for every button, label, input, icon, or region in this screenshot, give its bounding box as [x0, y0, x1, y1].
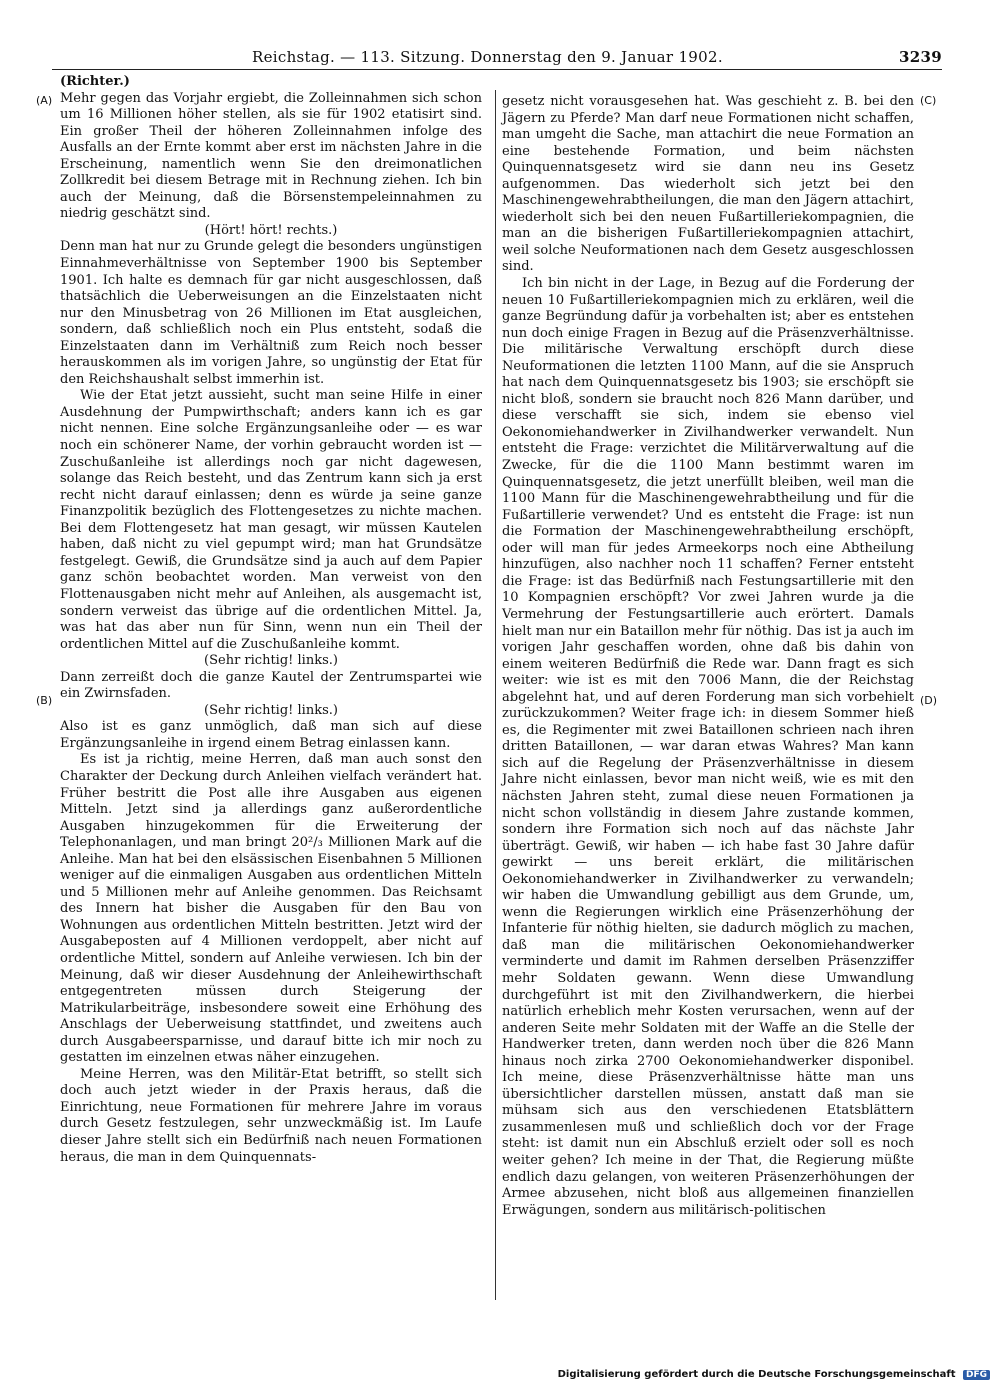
running-title: Reichstag. — 113. Sitzung. Donnerstag den 9. Januar 1902.	[252, 48, 723, 66]
paragraph: gesetz nicht vorausgesehen hat. Was geschieht z. B. bei den Jägern zu Pferde? Man darf neue Formationen nicht schaffen, man umgeht die Sache, man attachirt die neue Formation an eine bestehende Formation, und beim nächsten Quinquennatsgesetz wird sie dann neu ins Gesetz aufgenommen. Das wiederholt sich jetzt bei den Maschinengewehrabtheilungen, die man den Jägern attachirt, wiederholt sich bei den neuen Fußartilleriekompagnien, die man an die bisherigen Fußartilleriekompagnien attachirt, weil solche Neuformationen nach dem Gesetz ausgeschlossen sind.	[502, 94, 914, 275]
paragraph: Denn man hat nur zu Grunde gelegt die besonders ungünstigen Einnahmeverhältnisse von September 1900 bis September 1901. Ich halte es demnach für gar nicht ausgeschlossen, daß thatsächlich die Ueberweisungen an die Einzelstaaten nicht nur den Minusbetrag von 26 Millionen im Etat ausgleichen, sondern, daß schließlich noch ein Plus entsteht, sodaß die Einzelstaaten dann im Verhältniß zum Reich noch besser herauskommen als im vorigen Jahre, so ungünstig der Etat für den Reichshaushalt selbst immerhin ist.	[60, 239, 482, 387]
page-header	[52, 48, 942, 70]
dfg-logo: DFG	[963, 1370, 990, 1380]
header-rule	[52, 69, 942, 70]
digitization-footer	[558, 1369, 990, 1380]
column-divider	[495, 90, 496, 1300]
interjection: (Sehr richtig! links.)	[204, 702, 338, 718]
paragraph: Ich bin nicht in der Lage, in Bezug auf die Forderung der neuen 10 Fußartilleriekompagnien mich zu erklären, weil die ganze Begründung dafür ja vorbehalten ist; aber es entstehen nun doch einige Fragen in Bezug auf die Präsenzverhältnisse. Die militärische Verwaltung erschöpft durch diese Neuformationen die letzten 1100 Mann, auf die sie Anspruch hat nach dem Quinquennatsgesetz bis 1903; sie erschöpft sie nicht bloß, sondern sie braucht noch 826 Mann darüber, und diese verschafft sie sich, indem sie ebenso viel Oekonomiehandwerker in Zivilhandwerker verwandelt. Nun entsteht die Frage: verzichtet die Militärverwaltung auf die Zwecke, für die die 1100 Mann bestimmt waren im Quinquennatsgesetz, die jetzt unerfüllt bleiben, weil man die 1100 Mann für die Maschinengewehrabtheilung und für die Fußartillerie verwendet? Und es entsteht die Frage: ist nun die Formation der Maschinengewehrabtheilung erschöpft, oder will man für jedes Armeekorps noch eine Abtheilung hinzufügen, also nachher noch 11 schaffen? Ferner entsteht die Frage: ist das Bedürfniß nach Festungsartillerie mit den 10 Kompagnien erschöpft? Vor zwei Jahren wurde ja die Vermehrung der Festungsartillerie auch erörtert. Damals hielt man nur ein Bataillon mehr für nöthig. Das ist ja auch im vorigen Jahr geschaffen worden, ohne daß bis dahin von einem weiteren Bedürfniß die Rede war. Dann fragt es sich weiter: wie ist es mit den 7006 Mann, die der Reichstag abgelehnt hat, und auf deren Forderung man sich vorbehielt zurückzukommen? Weiter frage ich: in diesem Sommer hieß es, die Regimenter mit zwei Bataillonen schrieen nach ihren dritten Bataillonen, — war daran etwas Wahres? Man kann sich auf die Regelung der Präsenzverhältnisse in diesem Jahre nicht einlassen, bevor man nicht weiß, wie es mit den nächsten Jahren steht, zumal diese neuen Formationen ja nicht schon vollständig in diesem Jahre zustande kommen, sondern ihre Formation sich noch auf das nächste Jahr überträgt. Gewiß, wir haben — ich habe fast 30 Jahre dafür gewirkt — uns bereit erklärt, die militärischen Oekonomiehandwerker in Zivilhandwerker zu verwandeln; wir haben die Umwandlung gebilligt aus dem Grunde, um, wenn die Regierungen wirklich eine Präsenzerhöhung der Infanterie für nöthig hielten, sie dadurch möglich zu machen, daß man die militärischen Oekonomiehandwerker verminderte und damit im Rahmen derselben Präsenzziffer mehr Soldaten gewann. Wenn diese Umwandlung durchgeführt ist mit den Zivilhandwerkern, die hierbei natürlich erheblich mehr Kosten verursachen, wenn auf der anderen Seite mehr Soldaten mit der Waffe an die Stelle der Handwerker treten, dann werden noch über die 826 Mann hinaus noch zirka 2700 Oekonomiehandwerker disponibel. Ich meine, diese Präsenzverhältnisse hätte man uns übersichtlicher darstellen müssen, anstatt daß man sie mühsam sich aus den verschiedenen Etatsblättern zusammenlesen muß und schließlich doch vor der Frage steht: ist damit nun ein Abschluß erzielt oder soll es noch weiter gehen? Ich meine in der That, die Regierung müßte endlich dazu gelangen, von weiteren Präsenzerhöhungen der Armee abzusehen, nicht bloß aus allgemeinen finanziellen Erwägungen, sondern aus militärisch-politischen	[502, 276, 914, 1218]
footer-text: Digitalisierung gefördert durch die Deutsche Forschungsgemeinschaft	[557, 1369, 956, 1380]
paragraph: Dann zerreißt doch die ganze Kautel der Zentrumspartei wie ein Zwirnsfaden.	[60, 669, 482, 702]
paragraph: Meine Herren, was den Militär-Etat betrifft, so stellt sich doch auch jetzt wieder in der Praxis heraus, daß die Einrichtung, neue Formationen für mehrere Jahre im voraus durch Gesetz festzulegen, sehr unzweckmäßig ist. Im Laufe dieser Jahre stellt sich ein Bedürfniß nach neuen Formationen heraus, die man in dem Quinquennats-	[60, 1066, 482, 1165]
paragraph: Also ist es ganz unmöglich, daß man sich auf diese Ergänzungsanleihe in irgend einem Betrag einlassen kann.	[60, 719, 482, 751]
margin-mark-a: (A)	[36, 94, 53, 107]
paragraph: Es ist ja richtig, meine Herren, daß man auch sonst den Charakter der Deckung durch Anleihen vielfach verändert hat. Früher bestritt die Post alle ihre Ausgaben aus eigenen Mitteln. Jetzt sind ja allerdings ganz außerordentliche Ausgaben hinzugekommen für die Erweiterung der Telephonanlagen, und man bringt 20²/₃ Millionen Mark auf die Anleihe. Man hat bei den elsässischen Eisenbahnen 5 Millionen weniger auf die einmaligen Ausgaben aus ordentlichen Mitteln und 5 Millionen mehr auf Anleihe genommen. Das Reichsamt des Innern hat bisher die Ausgaben für den Bau von Wohnungen aus ordentlichen Mitteln bestritten. Jetzt wird der Ausgabeposten auf 4 Millionen verdoppelt, aber nicht auf ordentliche Mittel, sondern auf Anleihe verwiesen. Ich bin der Meinung, daß wir dieser Ausdehnung der Anleihewirthschaft entgegentreten müssen durch Steigerung der Matrikularbeiträge, insbesondere soweit eine Erhöhung des Anschlags der Ueberweisung stattfindet, und zweitens auch durch Ausgabeersparnisse, und darauf bitte ich mir noch zu gestatten im einzelnen etwas näher einzugehen.	[60, 752, 482, 1066]
left-column	[60, 74, 482, 1166]
margin-mark-c: (C)	[920, 94, 937, 107]
right-column	[502, 94, 914, 1219]
interjection: (Sehr richtig! links.)	[204, 653, 338, 669]
page-number: 3239	[899, 48, 942, 66]
paragraph: Wie der Etat jetzt aussieht, sucht man seine Hilfe in einer Ausdehnung der Pumpwirthschaft; anders kann ich es gar nicht nennen. Eine solche Ergänzungsanleihe oder — es war noch ein schönerer Name, der vorhin gebraucht worden ist — Zuschußanleihe ist allerdings noch gar nicht dagewesen, solange das Reich besteht, und das Zentrum kann sich ja erst recht nicht darauf einlassen; denn es würde ja seine ganze Finanzpolitik bezüglich des Flottengesetzes zu nichte machen. Bei dem Flottengesetz hat man gesagt, wir müssen Kautelen haben, daß nicht zu viel gepumpt wird; man hat Grundsätze festgelegt. Gewiß, die Grundsätze sind ja auch auf dem Papier ganz schön beobachtet worden. Man verweist von den Flottenausgaben nicht mehr auf Anleihen, als ausgemacht ist, sondern verweist das übrige auf die ordentlichen Mittel. Ja, was hat das aber nun für Sinn, wenn nun ein Theil der ordentlichen Mittel auf die Zuschußanleihe kommt.	[60, 388, 482, 652]
speaker-name: (Richter.)	[60, 74, 130, 89]
paragraph: Mehr gegen das Vorjahr ergiebt, die Zolleinnahmen sich schon um 16 Millionen höher stellen, als sie für 1902 etatisirt sind. Ein großer Theil der höheren Zolleinnahmen infolge des Ausfalls an der Ernte kommt aber erst im nächsten Jahre in die Erscheinung, namentlich wenn Sie den dreimonatlichen Zollkredit bei diesem Betrage mit in Rechnung ziehen. Ich bin auch der Meinung, daß die Börsenstempeleinnahmen zu niedrig geschätzt sind.	[60, 90, 482, 222]
margin-mark-d: (D)	[920, 694, 938, 707]
interjection: (Hört! hört! rechts.)	[204, 222, 338, 238]
margin-mark-b: (B)	[36, 694, 53, 707]
